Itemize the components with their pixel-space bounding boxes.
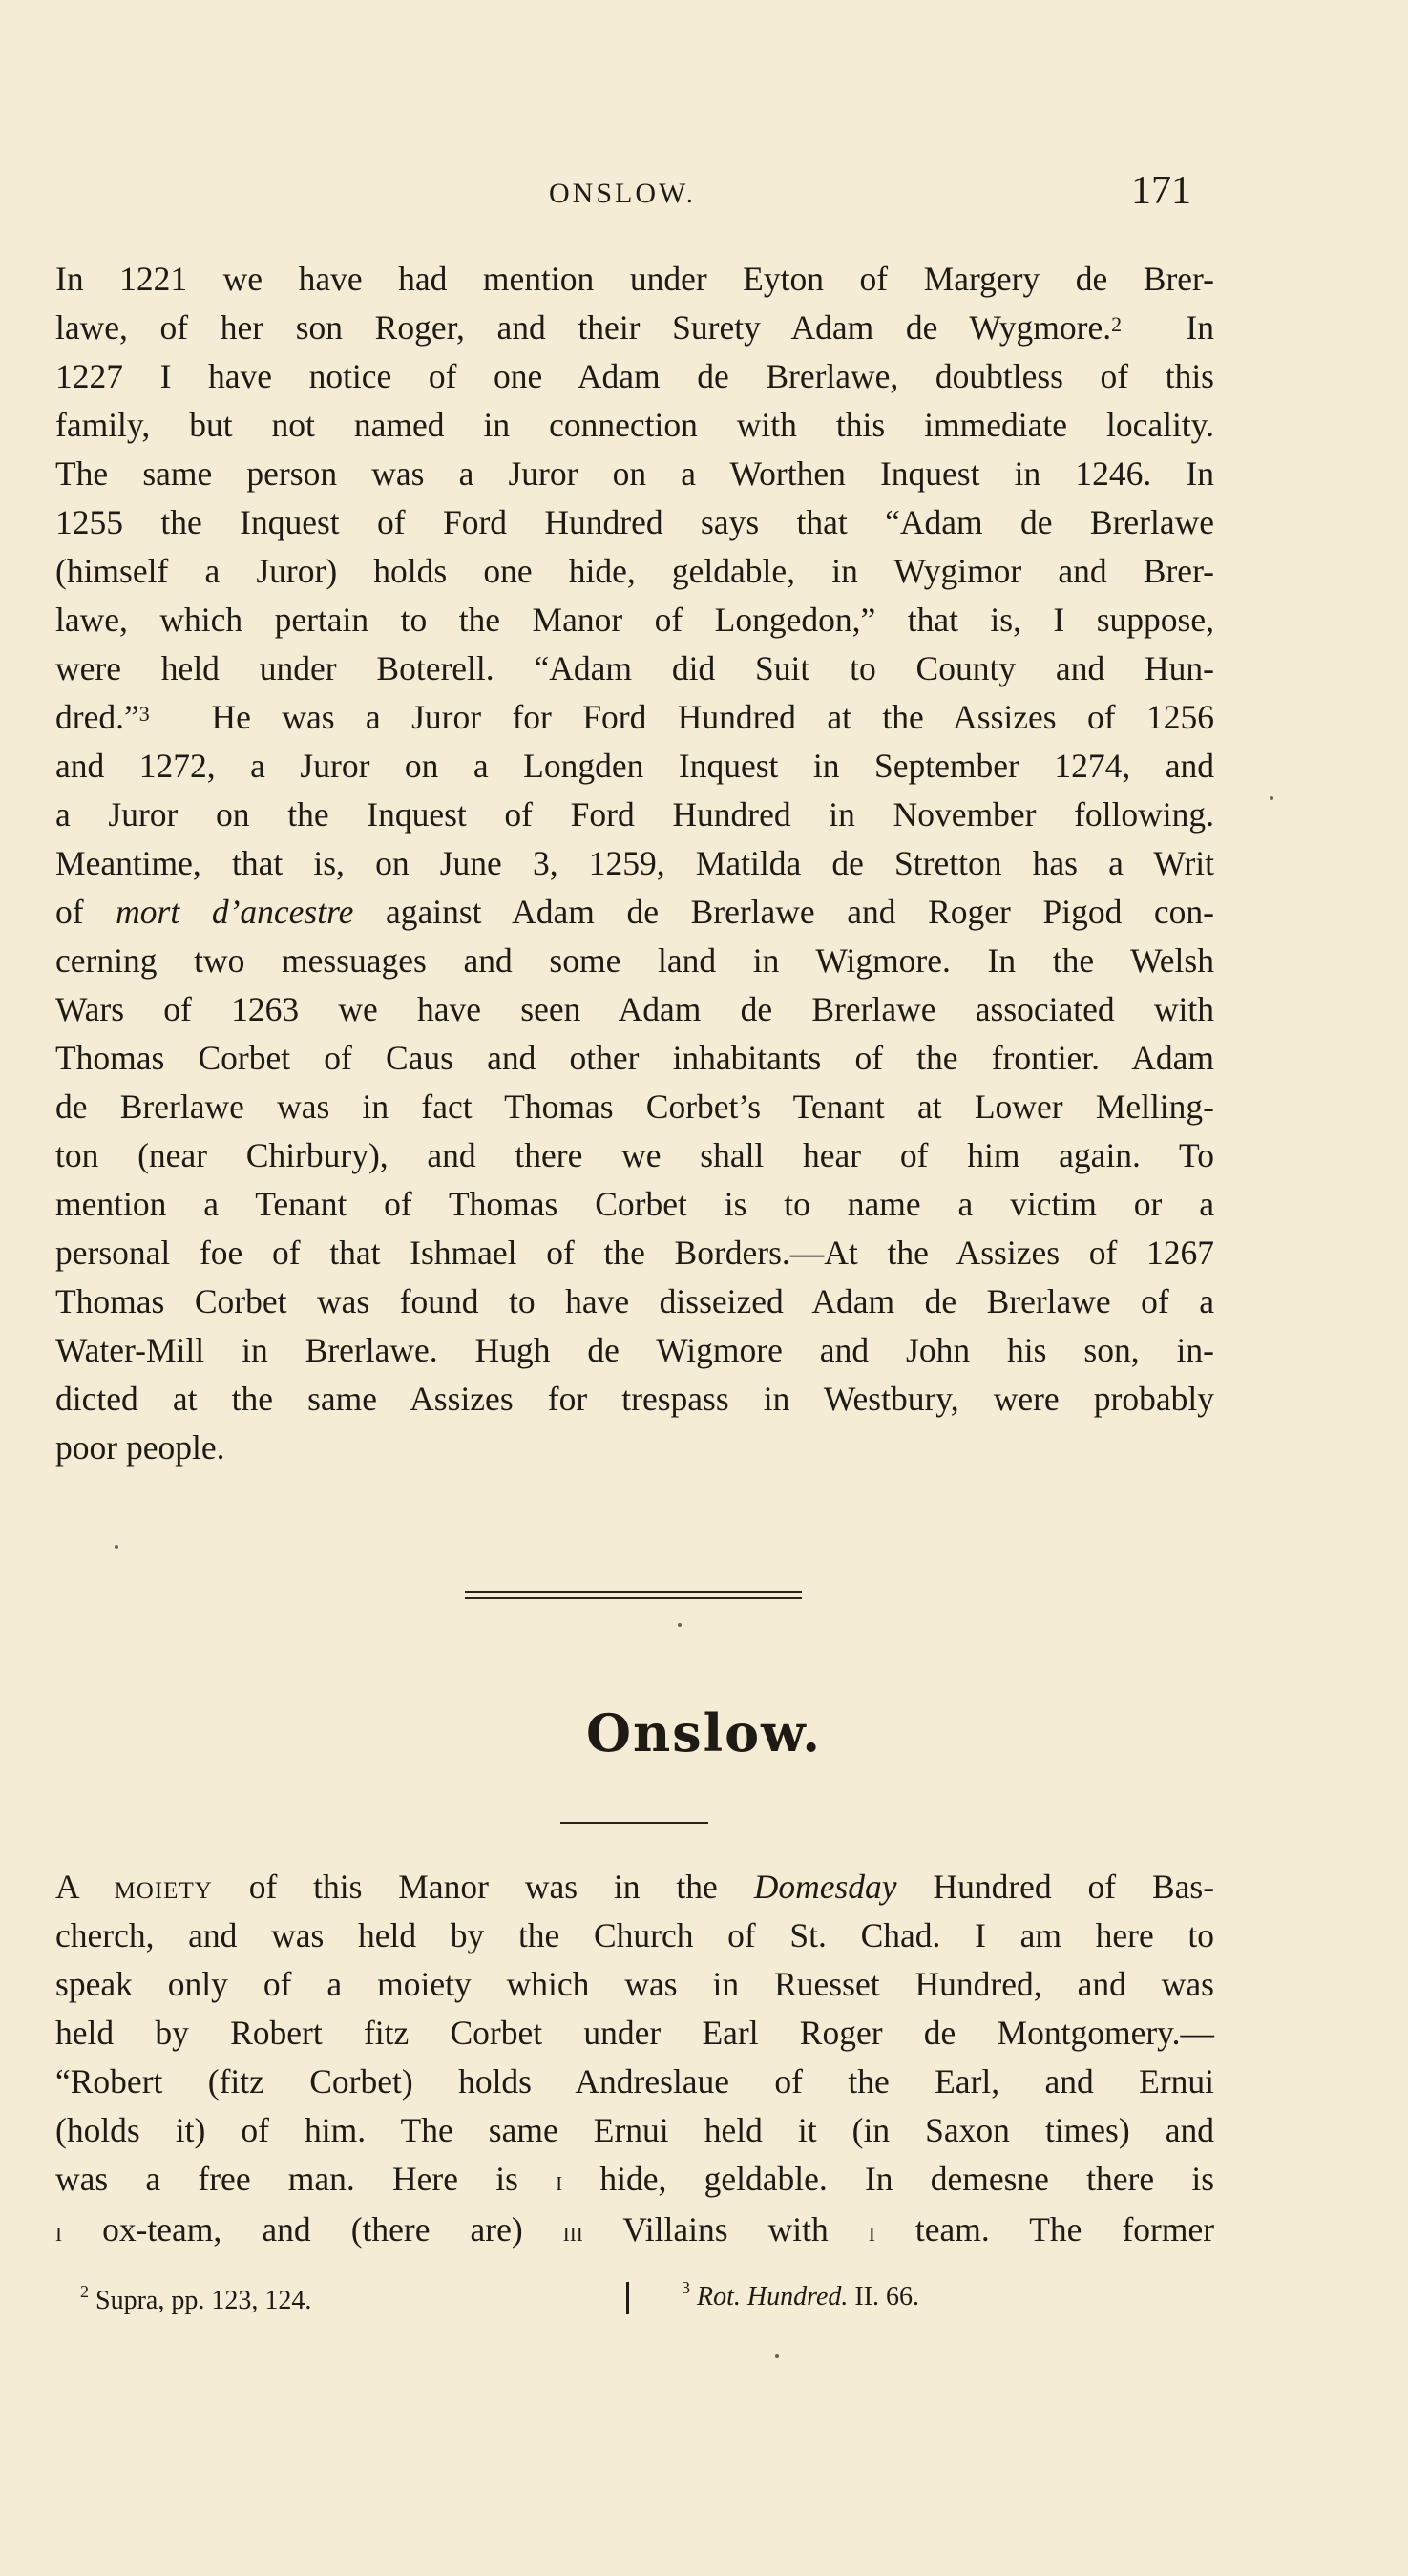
footnote-ref-2: 2	[1111, 312, 1123, 336]
text-line: (holds it) of him. The same Ernui held it (in Saxon times) and	[55, 2111, 1214, 2149]
footnote-text: Supra, pp. 123, 124.	[95, 2286, 312, 2315]
text-line	[55, 2206, 1214, 2256]
text-line: The same person was a Juror on a Worthen Inquest in 1246. In	[55, 454, 1214, 493]
smallcaps-word: moiety	[114, 1868, 213, 1906]
text-line: Thomas Corbet of Caus and other inhabitants of the frontier. Adam	[55, 1039, 1214, 1077]
text-line: “Robert (fitz Corbet) holds Andreslaue of the Earl, and Ernui	[55, 2062, 1214, 2101]
italic-term: Domesday	[753, 1868, 897, 1906]
text-line: lawe, which pertain to the Manor of Longedon,” that is, I suppose,	[55, 601, 1214, 639]
text-line	[55, 2155, 1214, 2206]
text-line: cerning two messuages and some land in Wigmore. In the Welsh	[55, 941, 1214, 980]
text-line: and 1272, a Juror on a Longden Inquest in September 1274, and	[55, 747, 1214, 785]
text-span: of this Manor was in the	[248, 1868, 718, 1906]
text-line: (himself a Juror) holds one hide, geldable, in Wygimor and Brer-	[55, 552, 1214, 590]
page-number: 171	[1131, 169, 1191, 213]
text-line: dicted at the same Assizes for trespass in Westbury, were probably	[55, 1380, 1214, 1418]
footnote-text: II. 66.	[854, 2282, 920, 2312]
text-line: ton (near Chirbury), and there we shall hear of him again. To	[55, 1136, 1214, 1174]
text-line: cherch, and was held by the Church of St. Chad. I am here to	[55, 1916, 1214, 1954]
text-span: was a free man. Here is	[55, 2160, 518, 2198]
paragraph-onslow	[55, 1863, 1214, 2256]
footnote-source: Rot. Hundred.	[697, 2282, 849, 2312]
text-line: Water-Mill in Brerlawe. Hugh de Wigmore and John his son, in-	[55, 1331, 1214, 1369]
text-span: against Adam de Brerlawe and Roger Pigod con-	[385, 893, 1214, 931]
text-line: de Brerlawe was in fact Thomas Corbet’s Tenant at Lower Melling-	[55, 1087, 1214, 1126]
running-head	[0, 168, 1408, 225]
text-line: speak only of a moiety which was in Ruesset Hundred, and was	[55, 1965, 1214, 2003]
text-line: Wars of 1263 we have seen Adam de Brerlawe associated with	[55, 990, 1214, 1028]
text-span: lawe, of her son Roger, and their Surety Adam de Wygmore.	[55, 308, 1112, 347]
text-span: A	[55, 1868, 78, 1906]
text-line: were held under Boterell. “Adam did Suit to County and Hun-	[55, 649, 1214, 687]
text-line: mention a Tenant of Thomas Corbet is to name a victim or a	[55, 1185, 1214, 1223]
paper-speck	[1270, 796, 1273, 800]
roman-numeral: i	[868, 2216, 875, 2248]
footnote-3	[682, 2278, 920, 2312]
text-line: 1255 the Inquest of Ford Hundred says that “Adam de Brerlawe	[55, 503, 1214, 541]
paper-speck	[115, 1545, 118, 1549]
text-line: In 1221 we have had mention under Eyton of Margery de Brer-	[55, 260, 1214, 298]
text-line	[55, 693, 1214, 742]
heading-underline	[560, 1822, 708, 1824]
text-line	[55, 888, 1214, 937]
text-line: family, but not named in connection with this immediate locality.	[55, 406, 1214, 444]
footnote-marker: 2	[80, 2282, 89, 2301]
text-span: hide, geldable. In demesne there is	[599, 2160, 1215, 2198]
text-line: Thomas Corbet was found to have disseized Adam de Brerlawe of a	[55, 1282, 1214, 1320]
text-line	[55, 1863, 1214, 1911]
text-line: held by Robert fitz Corbet under Earl Roger de Montgomery.—	[55, 2014, 1214, 2052]
text-span: dred.”	[55, 698, 139, 736]
roman-numeral: i	[55, 2216, 62, 2248]
paper-speck	[678, 1623, 682, 1627]
text-span: In	[1186, 308, 1214, 347]
text-line	[55, 304, 1214, 352]
text-line: Meantime, that is, on June 3, 1259, Matilda de Stretton has a Writ	[55, 844, 1214, 882]
footnote-ref-3: 3	[138, 702, 150, 726]
text-span: He was a Juror for Ford Hundred at the Assizes of 1256	[211, 698, 1214, 736]
section-divider-double	[465, 1591, 802, 1599]
italic-term: mort d’ancestre	[116, 893, 354, 931]
text-line: a Juror on the Inquest of Ford Hundred in November following.	[55, 795, 1214, 834]
text-span: of	[55, 893, 84, 931]
text-line: 1227 I have notice of one Adam de Brerlawe, doubtless of this	[55, 357, 1214, 395]
paper-speck	[775, 2354, 779, 2358]
paragraph-brerlawe	[55, 255, 1214, 1472]
text-span: team. The former	[914, 2210, 1215, 2249]
footnote-marker: 3	[682, 2278, 690, 2297]
roman-numeral: i	[556, 2165, 563, 2197]
running-title: ONSLOW.	[549, 178, 697, 209]
footnote-separator	[626, 2282, 629, 2314]
text-line: poor people.	[55, 1428, 225, 1467]
text-span: Hundred of Bas-	[933, 1868, 1215, 1906]
footnotes	[0, 2278, 1408, 2330]
section-heading: Onslow.	[585, 1702, 823, 1763]
text-line: personal foe of that Ishmael of the Borders.—At the Assizes of 1267	[55, 1234, 1214, 1272]
text-span: ox-team, and (there are)	[102, 2210, 523, 2249]
text-span: Villains with	[622, 2210, 829, 2249]
footnote-2	[80, 2282, 312, 2316]
roman-numeral: iii	[562, 2216, 583, 2248]
